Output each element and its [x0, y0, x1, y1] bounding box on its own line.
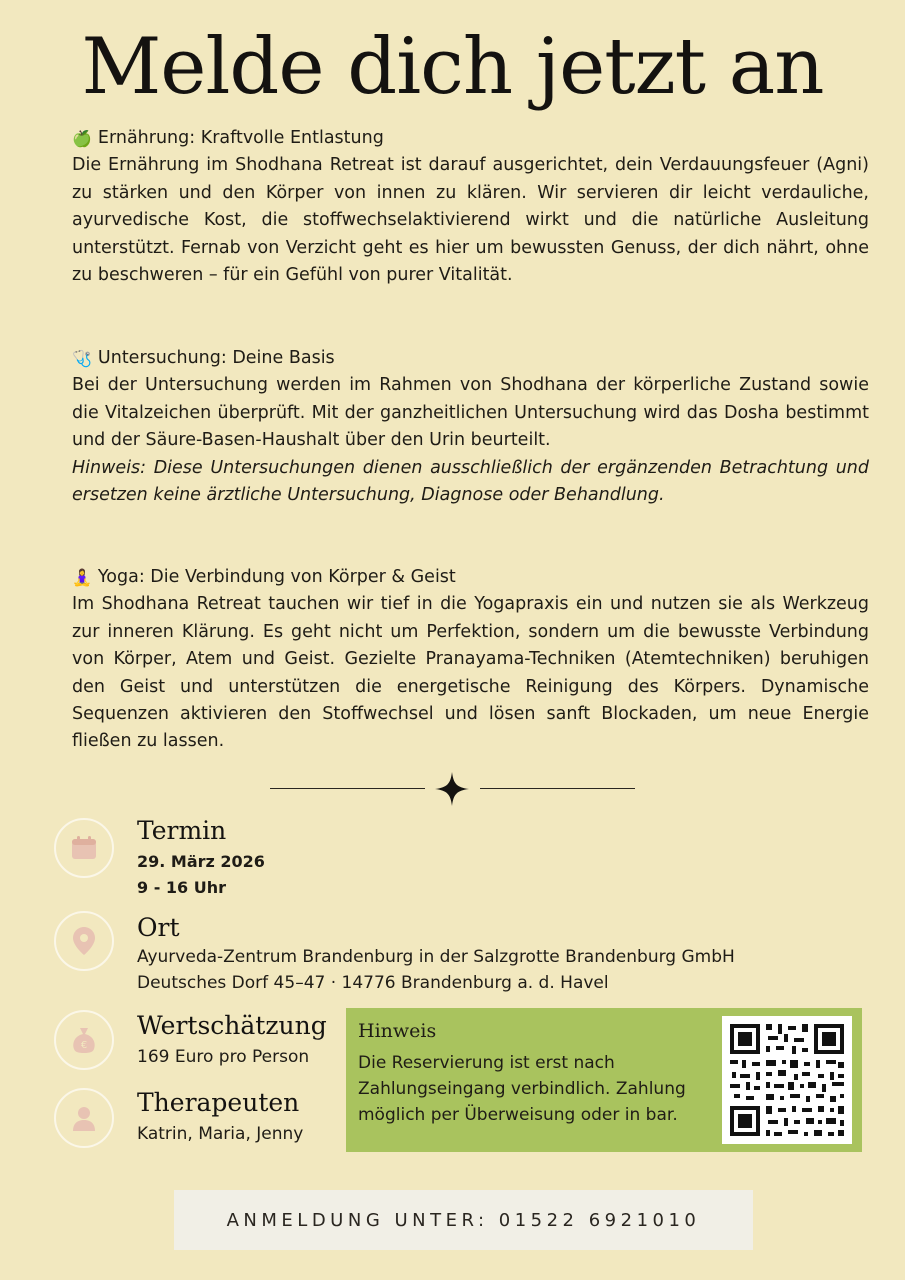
disclaimer-text	[72, 455, 869, 510]
section-heading: Yoga: Die Verbindung von Körper & Geist	[97, 567, 456, 587]
registration-phone[interactable]: ANMELDUNG UNTER: 01522 6921010	[174, 1190, 753, 1250]
section-text: Die Ernährung im Shodhana Retreat ist darauf ausgerichtet, dein Verdauungsfeuer (Agni) zu stärken und den Körper von innen zu klären. Wir servieren dir leicht verdauliche, ayurvedische Kost, die stoffwechselaktivierend wirkt und die natürliche Ausleitung unterstützt. Fernab von Verzicht geht es hier um bewussten Genuss, der dich nährt, ohne zu beschweren – für ein Gefühl von purer Vitalität.	[72, 155, 869, 286]
section-text: Bei der Untersuchung werden im Rahmen von Shodhana der körperliche Zustand sowie die Vitalzeichen überprüft. Mit der ganzheitlichen Untersuchung wird das Dosha bestimmt und der Säure-Basen-Haushalt über den Urin beurteilt.	[72, 375, 869, 451]
yoga-icon: 🧘‍♀️	[72, 567, 92, 587]
price-text: 169 Euro pro Person	[137, 1047, 310, 1067]
wertschaetzung-heading: Wertschätzung	[137, 1011, 327, 1040]
termin-date: 29. März 2026	[137, 852, 265, 871]
notice-text: Die Reservierung ist erst nach Zahlungseingang verbindlich. Zahlung möglich per Überweisung oder in bar.	[358, 1053, 686, 1125]
termin-heading: Termin	[137, 816, 227, 845]
apple-icon: 🍏	[72, 128, 92, 148]
termin-time: 9 - 16 Uhr	[137, 878, 227, 897]
ort-line-2: Deutsches Dorf 45–47 · 14776 Brandenburg a. d. Havel	[137, 973, 609, 993]
sparkle-icon	[435, 772, 469, 806]
section-text: Im Shodhana Retreat tauchen wir tief in die Yogapraxis ein und nutzen sie als Werkzeug zur inneren Klärung. Es geht nicht um Perfektion, sondern um die bewusste Verbindung von Körper, Atem und Geist. Gezielte Pranayama-Techniken (Atemtechniken) beruhigen den Geist und unterstützen die energetische Reinigung des Körpers. Dynamische Sequenzen aktivieren den Stoffwechsel und lösen sanft Blockaden, um neue Energie fließen zu lassen.	[72, 594, 869, 752]
ort-heading: Ort	[137, 913, 180, 942]
section-nutrition	[72, 125, 869, 289]
therapeuten-heading: Therapeuten	[137, 1088, 300, 1117]
page-title: Melde dich jetzt an	[81, 22, 824, 112]
person-icon	[54, 1088, 114, 1148]
section-examination	[72, 345, 869, 509]
divider-line-right	[480, 788, 635, 789]
divider-line-left	[270, 788, 425, 789]
ornament-divider	[270, 772, 635, 806]
calendar-icon	[54, 818, 114, 878]
disclaimer-body: : Diese Untersuchungen dienen ausschließlich der ergänzenden Betrachtung und ersetzen keine ärztliche Untersuchung, Diagnose oder Behandlung.	[72, 457, 869, 506]
qr-code[interactable]	[722, 1016, 852, 1144]
payment-notice-box	[346, 1008, 862, 1152]
ort-line-1: Ayurveda-Zentrum Brandenburg in der Salzgrotte Brandenburg GmbH	[137, 947, 735, 967]
therapeuten-names: Katrin, Maria, Jenny	[137, 1124, 304, 1144]
section-heading: Ernährung: Kraftvolle Entlastung	[97, 128, 384, 148]
notice-title: Hinweis	[358, 1020, 437, 1042]
section-heading: Untersuchung: Deine Basis	[97, 348, 335, 368]
disclaimer-label: Hinweis	[72, 457, 141, 478]
stethoscope-icon: 🩺	[72, 348, 92, 368]
location-pin-icon	[54, 911, 114, 971]
section-yoga	[72, 564, 869, 756]
svg-text:€: €	[80, 1040, 88, 1051]
money-bag-icon	[54, 1010, 114, 1070]
